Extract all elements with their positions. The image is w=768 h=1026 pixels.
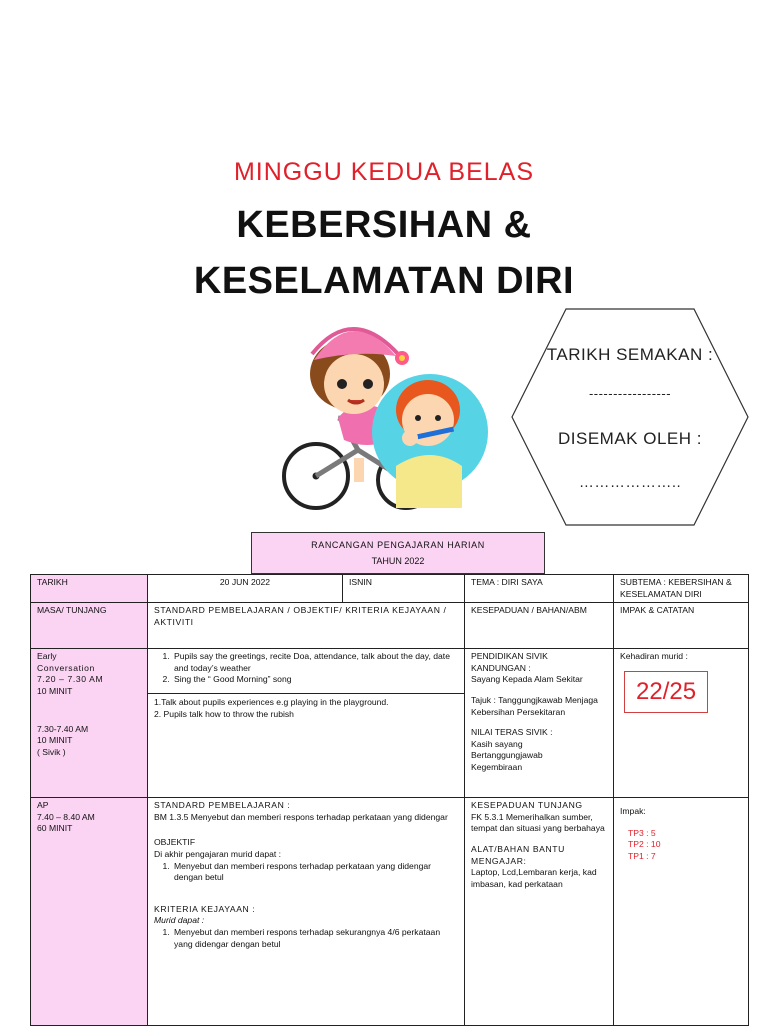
tarikh-semakan-blank: -----------------: [588, 386, 672, 401]
table-row: [31, 603, 749, 649]
alat-label: ALAT/BAHAN BANTU MENGAJAR:: [471, 843, 565, 866]
tunjang-label: KESEPADUAN TUNJANG: [471, 800, 583, 811]
objektif-list: [154, 861, 458, 884]
objektif-label: OBJEKTIF: [154, 837, 196, 848]
rph-title: RANCANGAN PENGAJARAN HARIAN: [311, 540, 485, 550]
activity-text: 1.Talk about pupils experiences e.g playing in the playground.: [154, 696, 389, 707]
kehadiran-label: Kehadiran murid :: [620, 651, 688, 662]
time-label: 7.30-7.40 AM: [37, 723, 89, 734]
impak-header: IMPAK & CATATAN: [614, 603, 749, 649]
time-label: 10 MINIT: [37, 685, 73, 696]
time-cell: [31, 798, 148, 1026]
table-row: [31, 649, 749, 798]
children-illustration: [278, 308, 498, 514]
list-item: 1. Pupils say the greetings, recite Doa, attendance, talk about the day, date and today’s weather: [172, 651, 458, 674]
kriteria-label: KRITERIA KEJAYAAN :: [154, 903, 256, 914]
alat-text: Laptop, Lcd,Lembaran kerja, kad imbasan, kad perkataan: [471, 867, 597, 889]
disemak-oleh-label: DISEMAK OLEH :: [558, 429, 702, 448]
tunjang-text: FK 5.3.1 Memerihalkan sumber, tempat dan situasi yang berbahaya: [471, 811, 605, 834]
subtema-value: SUBTEMA : KEBERSIHAN & KESELAMATAN DIRI: [614, 575, 749, 603]
list-item: 1. Menyebut dan memberi respons terhadap perkataan yang didengar dengan betul: [172, 861, 458, 884]
lesson-detail-cell: [148, 798, 465, 1026]
time-label: AP: [37, 800, 49, 811]
table-row: [31, 575, 749, 603]
time-label: 7.20 – 7.30 AM: [37, 674, 104, 685]
tarikh-label: TARIKH: [31, 575, 148, 603]
kriteria-list: [154, 927, 458, 950]
review-hexagon: [510, 308, 750, 526]
time-label: Early: [37, 651, 57, 662]
nilai-label: NILAI TERAS SIVIK :: [471, 727, 553, 738]
kandungan-text: Sayang Kepada Alam Sekitar: [471, 674, 583, 685]
time-label: Conversation: [37, 662, 95, 673]
activities-list: [154, 651, 458, 686]
tp2-value: TP2 : 10: [628, 839, 661, 850]
standard-text: BM 1.3.5 Menyebut dan memberi respons terhadap perkataan yang didengar: [154, 811, 448, 822]
kriteria-intro: Murid dapat :: [154, 915, 205, 926]
tp3-value: TP3 : 5: [628, 827, 656, 838]
disemak-oleh-blank: ………………..: [578, 474, 682, 491]
rph-year: TAHUN 2022: [371, 556, 425, 566]
activity-text: 2. Pupils talk how to throw the rubish: [154, 708, 294, 719]
week-heading: MINGGU KEDUA BELAS: [233, 158, 535, 186]
standard-header: STANDARD PEMBELAJARAN / OBJEKTIF/ KRITERIA KEJAYAAN / AKTIVITI: [148, 603, 465, 649]
title-line-2: KESELAMATAN DIRI: [193, 260, 575, 302]
time-label: 7.40 – 8.40 AM: [37, 811, 95, 822]
tarikh-semakan-label: TARIKH SEMAKAN :: [546, 345, 714, 364]
tp1-value: TP1 : 7: [628, 850, 656, 861]
time-cell: [31, 649, 148, 798]
kandungan-label: KANDUNGAN :: [471, 662, 531, 673]
title-line-1: KEBERSIHAN &: [236, 204, 532, 246]
tunjang-cell: [465, 798, 614, 1026]
nilai-item: Kasih sayang: [471, 738, 523, 749]
impak-cell: [614, 798, 749, 1026]
nilai-item: Bertanggungjawab: [471, 750, 543, 761]
date-value: 20 JUN 2022: [148, 575, 343, 603]
nilai-item: Kegembiraan: [471, 761, 523, 772]
kesepaduan-header: KESEPADUAN / BAHAN/ABM: [465, 603, 614, 649]
list-item: 1. Menyebut dan memberi respons terhadap sekurangnya 4/6 perkataan yang didengar dengan betul: [172, 927, 458, 950]
time-label: 60 MINIT: [37, 823, 73, 834]
objektif-intro: Di akhir pengajaran murid dapat :: [154, 848, 282, 859]
table-row: [31, 798, 749, 1026]
standard-label: STANDARD PEMBELAJARAN :: [154, 800, 291, 811]
impak-label: Impak:: [620, 806, 646, 817]
list-item: 2. Sing the “ Good Morning” song: [172, 674, 458, 686]
rph-title-box: [251, 532, 545, 574]
lesson-plan-table: [30, 574, 749, 1026]
tema-value: TEMA : DIRI SAYA: [465, 575, 614, 603]
activities-cell: [148, 649, 465, 798]
masa-tunjang-header: MASA/ TUNJANG: [31, 603, 148, 649]
boy-brushing-teeth: [372, 374, 488, 508]
attendance-score: 22/25: [624, 671, 708, 713]
day-value: ISNIN: [343, 575, 465, 603]
time-label: 10 MINIT: [37, 735, 73, 746]
tajuk-text: Tajuk : Tanggungjkawab Menjaga Kebersihan Persekitaran: [471, 694, 598, 717]
divider: [148, 693, 464, 694]
sivik-title: PENDIDIKAN SIVIK: [471, 651, 548, 662]
sivik-cell: [465, 649, 614, 798]
time-label: ( Sivik ): [37, 746, 66, 757]
kehadiran-cell: [614, 649, 749, 798]
